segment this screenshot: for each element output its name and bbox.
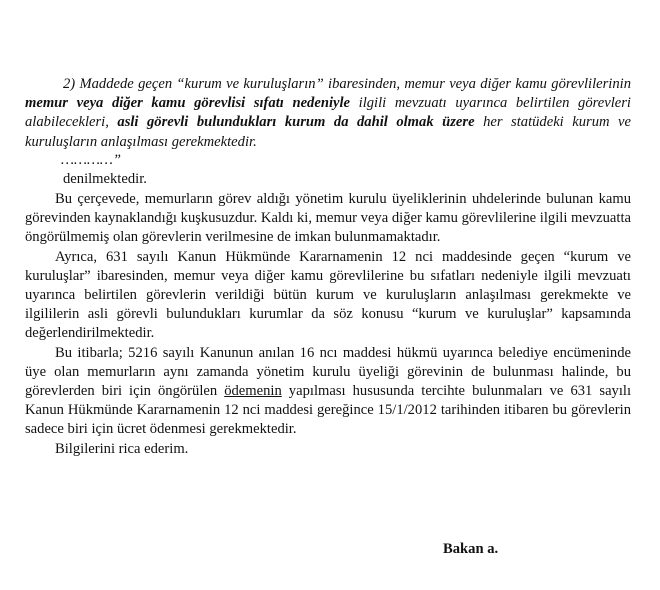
quote-intro: 2) Maddede geçen “kurum ve kuruluşların” ibaresinden, memur veya diğer kamu görevlilerinin xyxy=(63,76,631,92)
quote-mid: ilgili mevzuatı uyarınca belirtilen görevleri alabilecekleri, xyxy=(25,95,631,131)
quote-ellipsis: …………” xyxy=(61,152,122,168)
paragraph-1: Bu çerçevede, memurların görev aldığı yönetim kurulu üyeliklerinin uhdelerinde bulunan kamu görevinden kaynaklandığı kuşkusuzdur. Kaldı ki, memur veya diğer kamu görevlilerine ilgili mevzuatta öngörülmemiş olan görevlerin verilmesine de imkan bulunmamaktadır. xyxy=(25,191,631,246)
quote-bold-2: asli görevli bulundukları kurum da dahil olmak üzere xyxy=(117,114,475,131)
signature: Bakan a. xyxy=(443,541,499,557)
underlined-word: ödemenin xyxy=(224,383,282,400)
paragraph-3-part-a: Bu itibarla; 5216 sayılı Kanunun anılan 16 ncı maddesi hükmü uyarınca belediye encümeninde üye olan memurların aynı zamanda yönetim kurulu üyeliği görevinin de bulunması halinde, bu görevlerden biri için öngörülen xyxy=(25,344,631,400)
quoted-paragraph xyxy=(25,75,631,152)
denilmektedir-line: denilmektedir. xyxy=(63,171,147,187)
paragraph-4: Bilgilerini rica ederim. xyxy=(55,440,189,457)
body-text xyxy=(25,190,631,459)
paragraph-3-part-b: yapılması hususunda tercihte bulunmaları ve 631 sayılı Kanun Hükmünde Kararnamenin 12 nci maddesi gereğince 15/1/2012 tarihinden itibaren bu görevlerin sadece biri için ücret ödenmesi gerekmektedir. xyxy=(25,383,632,438)
quote-bold-1: memur veya diğer kamu görevlisi sıfatı nedeniyle xyxy=(25,95,351,112)
paragraph-3 xyxy=(25,344,631,440)
quote-tail: her statüdeki kurum ve kuruluşların anlaşılması gerekmektedir. xyxy=(25,114,631,150)
paragraph-2: Ayrıca, 631 sayılı Kanun Hükmünde Kararnamenin 12 nci maddesinde geçen “kurum ve kuruluşlar” ibaresinden, memur veya diğer kamu görevlilerine bu sıfatları nedeniyle ilgili mevzuatı uyarınca belirtilen görevlerin verildiği bütün kurum ve kuruluşların anlaşılması gerekmekte ve ilgililerin asli görevli bulundukları kurumlar da söz konusu “kurum ve kuruluşlar” kapsamında değerlendirilmektedir. xyxy=(25,248,631,342)
